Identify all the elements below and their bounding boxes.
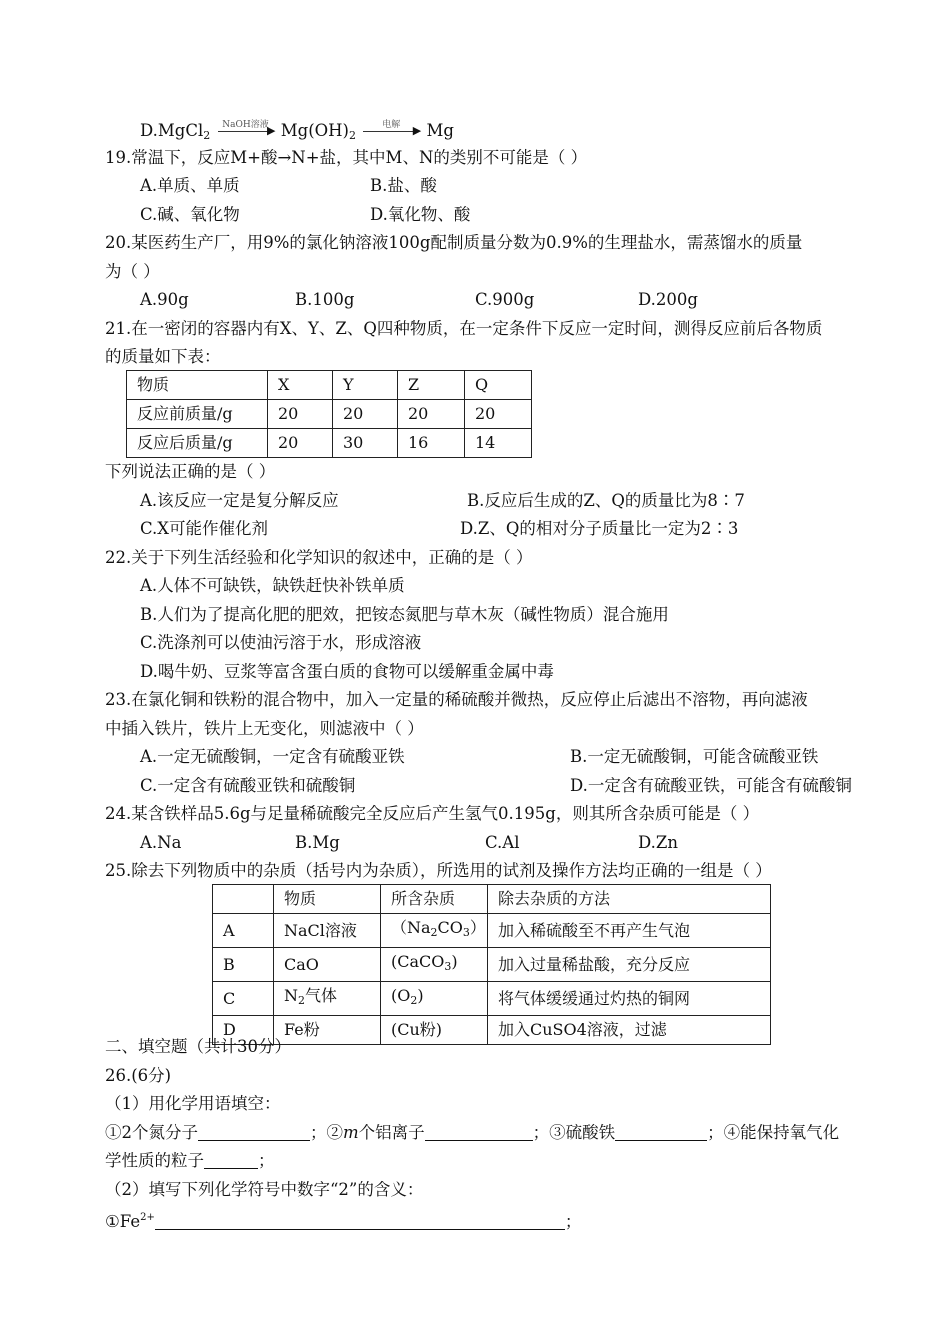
- q21-after: 下列说法正确的是（ ）: [105, 462, 276, 481]
- q19-stem: 19.常温下，反应M+酸→N+盐，其中M、N的类别不可能是（ ）: [105, 148, 588, 167]
- q18-mgoh2: Mg(OH): [280, 121, 349, 140]
- table-row: 物质 所含杂质 除去杂质的方法: [213, 885, 771, 914]
- table-row: D Fe粉 (Cu粉) 加入CuSO4溶液，过滤: [213, 1016, 771, 1045]
- q19-option-d: D.氧化物、酸: [370, 205, 471, 224]
- answer-blank-3[interactable]: [615, 1122, 707, 1141]
- q24-stem: 24.某含铁样品5.6g与足量稀硫酸完全反应后产生氢气0.195g，则其所含杂质可能是（ ）: [105, 804, 760, 823]
- q26-line2: 学性质的粒子 ；: [105, 1151, 275, 1170]
- reaction-arrow-icon: NaOH溶液 ▶: [216, 118, 276, 138]
- q21-option-b: B.反应后生成的Z、Q的质量比为8∶7: [467, 491, 745, 510]
- q23-stem-1: 23.在氯化铜和铁粉的混合物中，加入一定量的稀硫酸并微热，反应停止后滤出不溶物，再向滤液: [105, 690, 808, 709]
- q23-option-b: B.一定无硫酸铜，可能含硫酸亚铁: [570, 747, 819, 766]
- q22-option-a: A.人体不可缺铁，缺铁赶快补铁单质: [140, 576, 405, 595]
- q20-option-c: C.900g: [475, 290, 535, 309]
- q26-head: 26.(6分): [105, 1066, 172, 1085]
- q19-option-a: A.单质、单质: [140, 176, 240, 195]
- q20-stem-2: 为（ ）: [105, 262, 160, 281]
- q22-option-b: B.人们为了提高化肥的肥效，把铵态氮肥与草木灰（碱性物质）混合施用: [140, 605, 669, 624]
- q26-line1: ①2个氮分子 ；②m个铝离子 ；③硫酸铁 ；④能保持氧气化: [105, 1123, 840, 1142]
- q25-impurity-table: [212, 884, 771, 1045]
- answer-blank-5[interactable]: [155, 1211, 565, 1230]
- q26-line3: $①Fe^{2+}$ ；: [105, 1212, 582, 1231]
- q18-mg: Mg: [426, 121, 454, 140]
- q25-stem: 25.除去下列物质中的杂质（括号内为杂质），所选用的试剂及操作方法均正确的一组是（ ）: [105, 861, 772, 880]
- q23-option-c: C.一定含有硫酸亚铁和硫酸铜: [140, 776, 356, 795]
- table-row: A NaCl溶液 $(Na_2CO_3)$ 加入稀硫酸至不再产生气泡: [213, 914, 771, 948]
- q24-option-d: D.Zn: [638, 833, 678, 852]
- answer-blank-4[interactable]: [204, 1150, 258, 1169]
- q19-option-b: B.盐、酸: [370, 176, 437, 195]
- q21-option-d: D.Z、Q的相对分子质量比一定为2∶3: [460, 519, 739, 538]
- table-row: 物质 X Y Z Q: [127, 371, 532, 400]
- answer-blank-1[interactable]: [198, 1122, 310, 1141]
- q23-stem-2: 中插入铁片，铁片上无变化，则滤液中（ ）: [105, 719, 424, 738]
- q20-option-a: A.90g: [140, 290, 189, 309]
- q20-option-b: B.100g: [295, 290, 355, 309]
- table-row: 反应后质量/g 20 30 16 14: [127, 429, 532, 458]
- q20-option-d: D.200g: [638, 290, 698, 309]
- q21-stem-1: 21.在一密闭的容器内有X、Y、Z、Q四种物质，在一定条件下反应一定时间，测得反应前后各物质: [105, 319, 823, 338]
- q18-mgcl2: D.MgCl: [140, 121, 204, 140]
- q19-option-c: C.碱、氧化物: [140, 205, 240, 224]
- section-heading: 二、填空题（共计30分）: [105, 1037, 291, 1056]
- q21-option-c: C.X可能作催化剂: [140, 519, 269, 538]
- q23-option-d: D.一定含有硫酸亚铁，可能含有硫酸铜: [570, 776, 852, 795]
- reaction-arrow-icon: 电解 ▶: [361, 118, 421, 138]
- q24-option-b: B.Mg: [295, 833, 340, 852]
- q22-option-c: C.洗涤剂可以使油污溶于水，形成溶液: [140, 633, 422, 652]
- q18-option-d: D.MgCl$_2$ NaOH溶液 ▶ $Mg(OH)_2$ 电解 ▶ Mg: [140, 120, 454, 142]
- q21-stem-2: 的质量如下表：: [105, 347, 221, 366]
- q26-part2: （2）填写下列化学符号中数字“2”的含义：: [105, 1180, 424, 1199]
- q21-mass-table: [126, 370, 532, 458]
- q22-stem: 22.关于下列生活经验和化学知识的叙述中，正确的是（ ）: [105, 548, 533, 567]
- q22-option-d: D.喝牛奶、豆浆等富含蛋白质的食物可以缓解重金属中毒: [140, 662, 554, 681]
- q21-option-a: A.该反应一定是复分解反应: [140, 491, 339, 510]
- q26-part1: （1）用化学用语填空：: [105, 1094, 281, 1113]
- q23-option-a: A.一定无硫酸铜，一定含有硫酸亚铁: [140, 747, 405, 766]
- q24-option-a: A.Na: [140, 833, 182, 852]
- table-row: C $N_2$气体 $(O_2)$ 将气体缓缓通过灼热的铜网: [213, 982, 771, 1016]
- q20-stem-1: 20.某医药生产厂，用9%的氯化钠溶液100g配制质量分数为0.9%的生理盐水，需蒸馏水的质量: [105, 233, 803, 252]
- table-row: 反应前质量/g 20 20 20 20: [127, 400, 532, 429]
- table-row: B CaO (CaCO$_3$) 加入过量稀盐酸，充分反应: [213, 948, 771, 982]
- q24-option-c: C.Al: [485, 833, 520, 852]
- answer-blank-2[interactable]: [425, 1122, 533, 1141]
